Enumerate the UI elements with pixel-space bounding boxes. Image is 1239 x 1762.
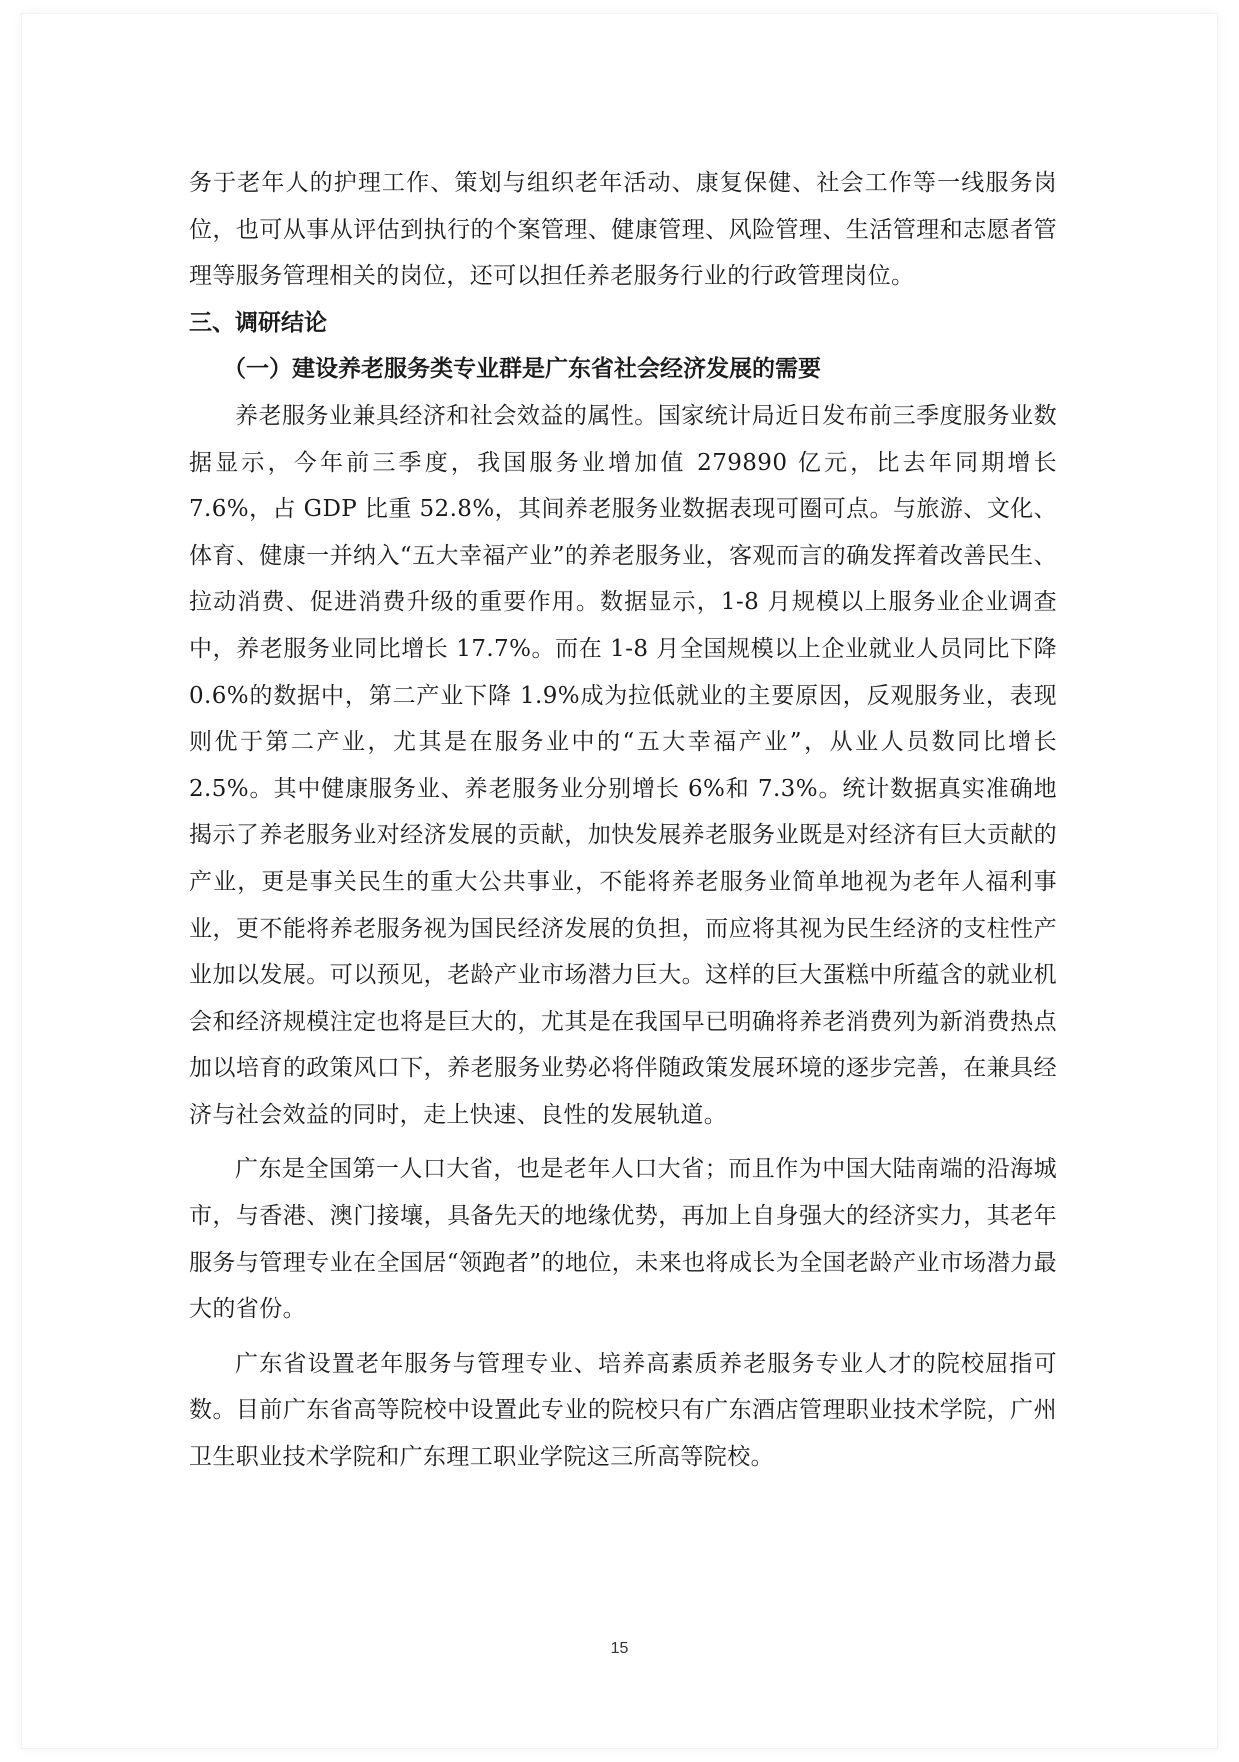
document-body — [189, 160, 1057, 1481]
subsection-heading: （一）建设养老服务类专业群是广东省社会经济发展的需要 — [223, 356, 821, 383]
paragraph-elderly-service-economy: 养老服务业兼具经济和社会效益的属性。国家统计局近日发布前三季度服务业数据显示，今年前三季度，我国服务业增加值 279890 亿元，比去年同期增长 7.6%，占 GDP 比重 52.8%，其间养老服务业数据表现可圈可点。与旅游、文化、体育、健康一并纳入“五大幸福产业”的养老服务业，客观而言的确发挥着改善民生、拉动消费、促进消费升级的重要作用。数据显示，1-8 月规模以上服务业企业调查中，养老服务业同比增长 17.7%。而在 1-8 月全国规模以上企业就业人员同比下降 0.6%的数据中，第二产业下降 1.9%成为拉低就业的主要原因，反观服务业，表现则优于第二产业，尤其是在服务业中的“五大幸福产业”，从业人员数同比增长 2.5%。其中健康服务业、养老服务业分别增长 6%和 7.3%。统计数据真实准确地揭示了养老服务业对经济发展的贡献，加快发展养老服务业既是对经济有巨大贡献的产业，更是事关民生的重大公共事业，不能将养老服务业简单地视为老年人福利事业，更不能将养老服务视为国民经济发展的负担，而应将其视为民生经济的支柱性产业加以发展。可以预见，老龄产业市场潜力巨大。这样的巨大蛋糕中所蕴含的就业机会和经济规模注定也将是巨大的，尤其是在我国早已明确将养老消费列为新消费热点加以培育的政策风口下，养老服务业势必将伴随政策发展环境的逐步完善，在兼具经济与社会效益的同时，走上快速、良性的发展轨道。 — [189, 402, 1057, 1128]
paragraph-guangdong-colleges: 广东省设置老年服务与管理专业、培养高素质养老服务专业人才的院校屈指可数。目前广东省高等院校中设置此专业的院校只有广东酒店管理职业技术学院，广州卫生职业技术学院和广东理工职业学院这三所高等院校。 — [189, 1350, 1057, 1471]
section-heading: 三、调研结论 — [189, 309, 327, 336]
page-number: 15 — [610, 1640, 629, 1657]
paragraph-continued: 务于老年人的护理工作、策划与组织老年活动、康复保健、社会工作等一线服务岗位，也可从事从评估到执行的个案管理、健康管理、风险管理、生活管理和志愿者管理等服务管理相关的岗位，还可以担任养老服务行业的行政管理岗位。 — [189, 170, 1057, 290]
paragraph-guangdong-population: 广东是全国第一人口大省，也是老年人口大省；而且作为中国大陆南端的沿海城市，与香港、澳门接壤，具备先天的地缘优势，再加上自身强大的经济实力，其老年服务与管理专业在全国居“领跑者”的地位，未来也将成长为全国老龄产业市场潜力最大的省份。 — [189, 1156, 1057, 1323]
